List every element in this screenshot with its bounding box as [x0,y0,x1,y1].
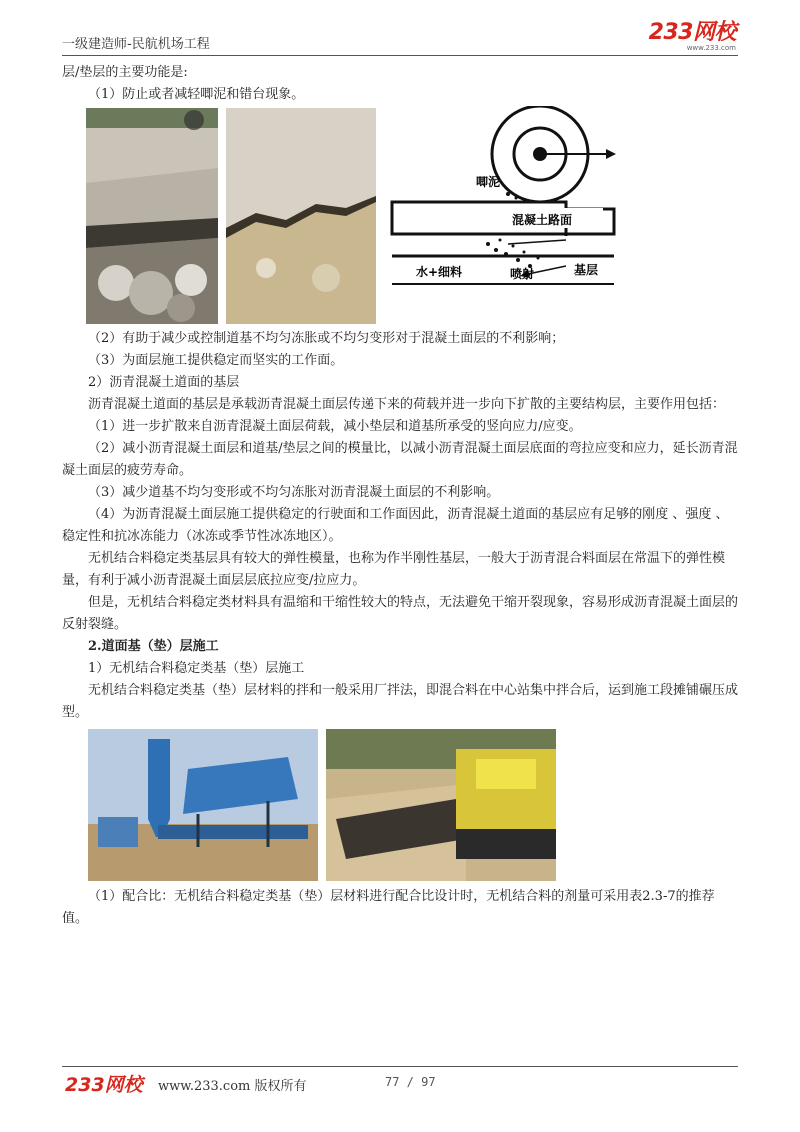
footer-logo: 233网校 [65,1074,143,1096]
paragraph: （3）减少道基不均匀变形或不均匀冻胀对沥青混凝土面层的不利影响。 [88,485,500,500]
paragraph: （1）进一步扩散来自沥青混凝土面层荷载，减小垫层和道基所承受的竖向应力/应变。 [88,419,582,434]
footer-divider [62,1066,738,1067]
diagram-label-water: 水+细料 [416,265,463,279]
brand-logo [649,22,736,52]
figure-row-pumping [62,106,738,328]
paragraph: （4）为沥青混凝土面层施工提供稳定的行驶面和工作面因此，沥青混凝土道面的基层应有足够的刚度 、强度 、稳定性和抗冰冻能力（冰冻或季节性冰冻地区）。 [62,507,729,544]
photo-crack-closeup [226,108,376,324]
diagram-label-slab: 混凝土路面 [512,213,573,227]
document-body [62,62,738,930]
paragraph: （2）有助于减少或控制道基不均匀冻胀或不均匀变形对于混凝土面层的不利影响； [88,331,565,346]
paragraph: 层/垫层的主要功能是: [62,65,188,80]
photo-paving-machine [326,729,556,881]
section-heading: 2.道面基（垫）层施工 [88,639,219,654]
logo-url: www.233.com [686,44,736,52]
diagram-label-pumping: 唧泥 [476,175,501,189]
diagram-pumping [388,106,628,328]
photo-broken-pavement [86,108,218,324]
figure-row-mixing [62,729,738,883]
paragraph: 无机结合料稳定类基层具有较大的弹性模量，也称为作半刚性基层，一般大于沥青混合料面层在常温下的弹性模量，有利于减小沥青混凝土面层层底拉应变/拉应力。 [62,551,726,588]
paragraph: 无机结合料稳定类基（垫）层材料的拌和一般采用厂拌法，即混合料在中心站集中拌合后，运到施工段摊铺碾压成型。 [62,683,739,720]
page-number: 77 / 97 [385,1075,436,1089]
photo-mixing-plant [88,729,318,881]
page-title: 一级建造师-民航机场工程 [62,37,210,52]
logo-text: 233网校 [648,20,736,45]
header-divider [62,55,738,56]
paragraph: 但是，无机结合料稳定类材料具有温缩和干缩性较大的特点，无法避免干缩开裂现象，容易形成沥青混凝土面层的反射裂缝。 [62,595,739,632]
paragraph: （2）减小沥青混凝土面层和道基/垫层之间的模量比，以减小沥青混凝土面层底面的弯拉应变和应力，延长沥青混凝土面层的疲劳寿命。 [62,441,738,478]
paragraph: 1）无机结合料稳定类基（垫）层施工 [88,661,305,676]
paragraph: （1）配合比：无机结合料稳定类基（垫）层材料进行配合比设计时，无机结合料的剂量可采用表2.3-7的推荐值。 [62,889,715,926]
footer-copyright: www.233.com 版权所有 [158,1079,307,1094]
paragraph: （3）为面层施工提供稳定而坚实的工作面。 [88,353,344,368]
paragraph: 2）沥青混凝土道面的基层 [88,375,240,390]
diagram-label-base: 基层 [574,263,599,277]
paragraph: （1）防止或者减轻唧泥和错台现象。 [88,87,305,102]
diagram-label-spray: 喷射 [510,267,535,281]
paragraph: 沥青混凝土道面的基层是承载沥青混凝土面层传递下来的荷载并进一步向下扩散的主要结构层，主要作用包括： [88,397,726,412]
